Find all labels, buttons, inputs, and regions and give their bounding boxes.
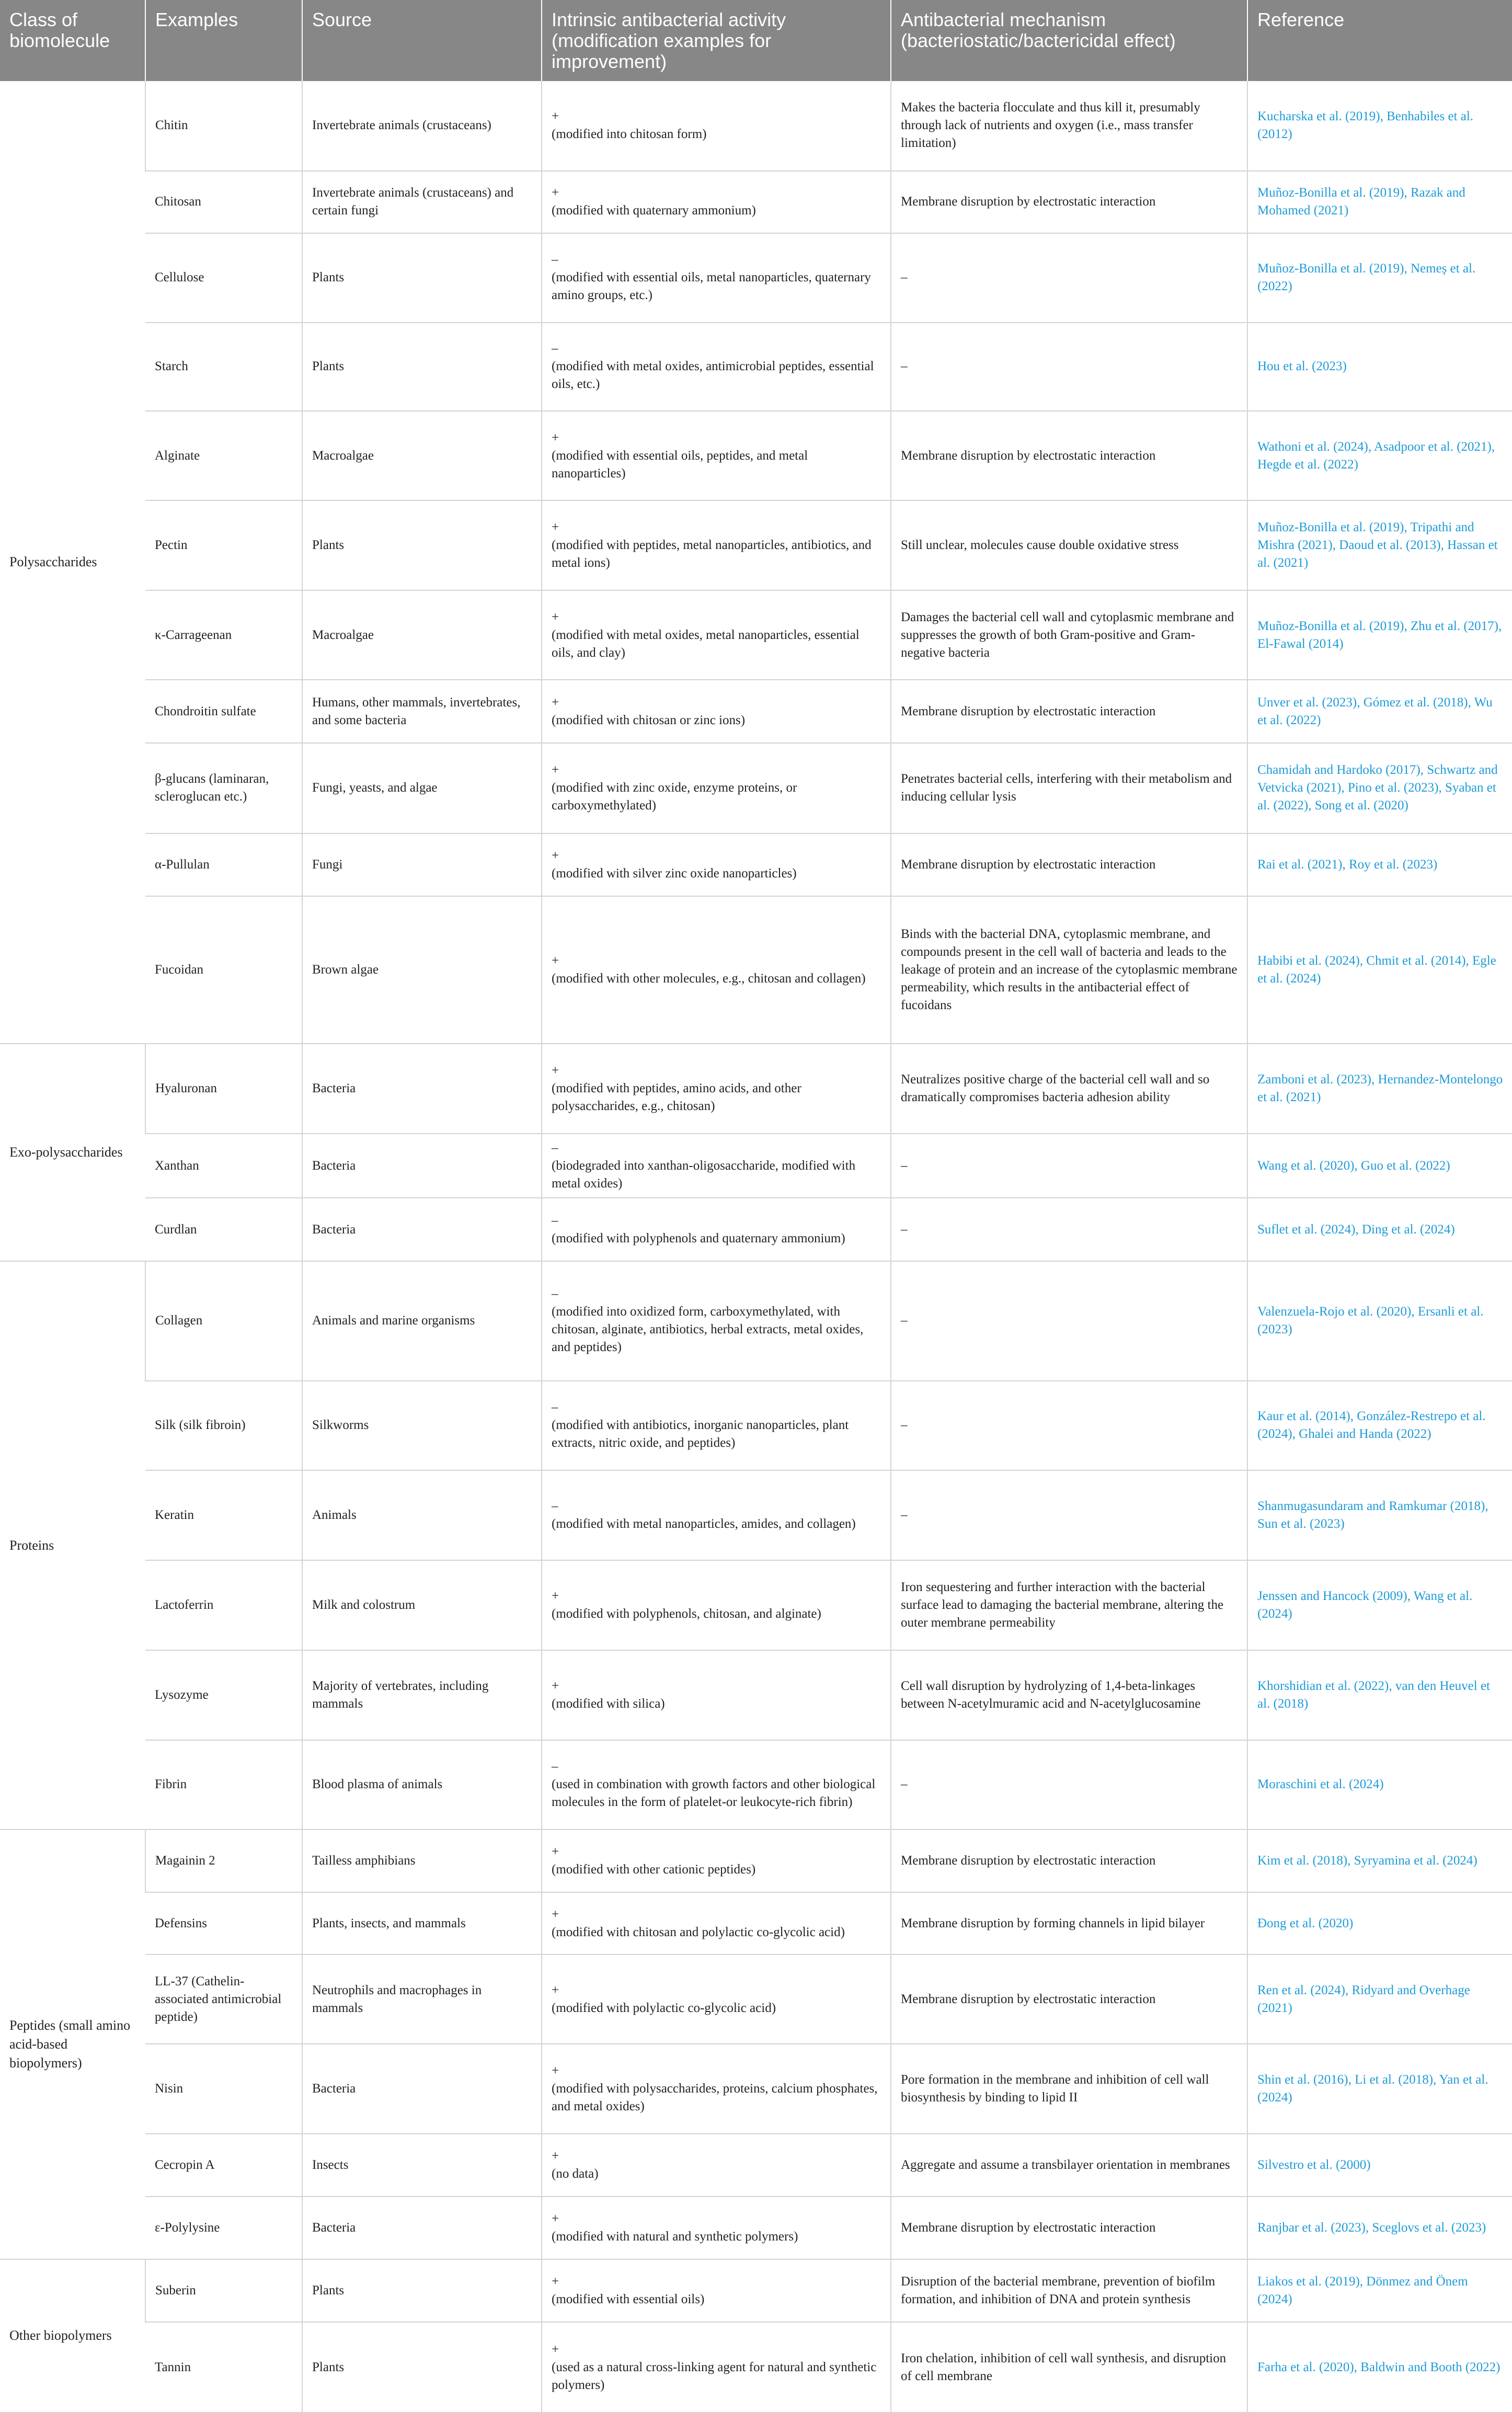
activity-cell xyxy=(542,2044,891,2134)
activity-cell xyxy=(542,1044,891,1134)
activity-sign: + xyxy=(552,1678,559,1693)
column-header: Intrinsic antibacterial activity (modification examples for improvement) xyxy=(542,0,891,81)
mechanism-cell: – xyxy=(891,1198,1247,1261)
class-cell: Exo-polysaccharides xyxy=(0,1044,145,1261)
activity-sign: – xyxy=(552,1140,558,1155)
mechanism-cell: – xyxy=(891,323,1247,411)
activity-cell xyxy=(542,590,891,680)
activity-cell xyxy=(542,2259,891,2323)
mechanism-cell: – xyxy=(891,1134,1247,1198)
example-cell: Chitosan xyxy=(145,171,302,234)
activity-cell xyxy=(542,171,891,234)
activity-sign: + xyxy=(552,2149,559,2164)
reference-link[interactable]: Wang et al. (2020), Guo et al. (2022) xyxy=(1247,1134,1512,1198)
activity-cell xyxy=(542,833,891,897)
modification-text: (biodegraded into xanthan-oligosaccharide, modified with metal oxides) xyxy=(552,1158,856,1191)
activity-sign: – xyxy=(552,253,558,267)
activity-cell xyxy=(542,81,891,171)
example-cell: Lysozyme xyxy=(145,1650,302,1740)
table-row xyxy=(0,2322,1512,2412)
mechanism-cell: Cell wall disruption by hydrolyzing of 1,4-beta-linkages between N-acetylmuramic acid and N-acetylglucosamine xyxy=(891,1650,1247,1740)
mechanism-cell: Still unclear, molecules cause double oxidative stress xyxy=(891,500,1247,590)
source-cell: Invertebrate animals (crustaceans) and certain fungi xyxy=(302,171,542,234)
table-row xyxy=(0,500,1512,590)
reference-link[interactable]: Khorshidian et al. (2022), van den Heuvel et al. (2018) xyxy=(1247,1650,1512,1740)
source-cell: Majority of vertebrates, including mammals xyxy=(302,1650,542,1740)
modification-text: (modified with polysaccharides, proteins, calcium phosphates, and metal oxides) xyxy=(552,2082,878,2114)
table-row xyxy=(0,411,1512,501)
reference-link[interactable]: Habibi et al. (2024), Chmit et al. (2014), Egle et al. (2024) xyxy=(1247,896,1512,1044)
activity-sign: + xyxy=(552,1063,559,1078)
mechanism-cell: – xyxy=(891,1470,1247,1560)
mechanism-cell: Iron sequestering and further interaction with the bacterial surface lead to damaging the bacterial membrane, altering the outer membrane permeability xyxy=(891,1560,1247,1651)
activity-cell xyxy=(542,1261,891,1381)
activity-cell xyxy=(542,323,891,411)
activity-cell xyxy=(542,1829,891,1892)
reference-link[interactable]: Ranjbar et al. (2023), Sceglovs et al. (2023) xyxy=(1247,2197,1512,2259)
modification-text: (modified with silica) xyxy=(552,1696,665,1711)
mechanism-cell: Makes the bacteria flocculate and thus kill it, presumably through lack of nutrients and oxygen (i.e., mass transfer limitation) xyxy=(891,81,1247,171)
activity-cell xyxy=(542,2322,891,2412)
example-cell: Starch xyxy=(145,323,302,411)
activity-cell xyxy=(542,896,891,1044)
source-cell: Plants xyxy=(302,233,542,322)
modification-text: (modified with metal oxides, metal nanoparticles, essential oils, and clay) xyxy=(552,627,860,660)
reference-link[interactable]: Moraschini et al. (2024) xyxy=(1247,1740,1512,1830)
modification-text: (modified with essential oils, peptides, and metal nanoparticles) xyxy=(552,448,808,481)
modification-text: (modified into oxidized form, carboxymethylated, with chitosan, alginate, antibiotics, herbal extracts, metal oxides, and peptides) xyxy=(552,1305,864,1355)
activity-cell xyxy=(542,2134,891,2197)
modification-text: (modified with polyphenols and quaternary ammonium) xyxy=(552,1231,845,1245)
example-cell: Alginate xyxy=(145,411,302,501)
source-cell: Plants xyxy=(302,2322,542,2412)
activity-sign: + xyxy=(552,1588,559,1603)
activity-sign: – xyxy=(552,1499,558,1513)
source-cell: Plants, insects, and mammals xyxy=(302,1892,542,1955)
mechanism-cell: – xyxy=(891,1261,1247,1381)
mechanism-cell: Membrane disruption by electrostatic interaction xyxy=(891,833,1247,897)
modification-text: (used in combination with growth factors and other biological molecules in the form of platelet-or leukocyte-rich fibrin) xyxy=(552,1777,876,1810)
table-row xyxy=(0,233,1512,322)
activity-sign: – xyxy=(552,1400,558,1415)
activity-sign: + xyxy=(552,186,559,200)
activity-sign: + xyxy=(552,763,559,777)
source-cell: Plants xyxy=(302,323,542,411)
reference-link[interactable]: Chamidah and Hardoko (2017), Schwartz and Vetvicka (2021), Pino et al. (2023), Syaban et al. (2022), Song et al. (2020) xyxy=(1247,743,1512,833)
activity-cell xyxy=(542,1198,891,1261)
example-cell: ε-Polylysine xyxy=(145,2197,302,2259)
activity-cell xyxy=(542,2197,891,2259)
mechanism-cell: Penetrates bacterial cells, interfering with their metabolism and inducing cellular lysis xyxy=(891,743,1247,833)
modification-text: (modified into chitosan form) xyxy=(552,127,707,142)
reference-link[interactable]: Kaur et al. (2014), González-Restrepo et al. (2024), Ghalei and Handa (2022) xyxy=(1247,1381,1512,1471)
example-cell: Silk (silk fibroin) xyxy=(145,1381,302,1471)
example-cell: Tannin xyxy=(145,2322,302,2412)
reference-link[interactable]: Muñoz-Bonilla et al. (2019), Razak and Mohamed (2021) xyxy=(1247,171,1512,234)
example-cell: Nisin xyxy=(145,2044,302,2134)
example-cell: Curdlan xyxy=(145,1198,302,1261)
activity-sign: + xyxy=(552,2211,559,2226)
example-cell: Fucoidan xyxy=(145,896,302,1044)
source-cell: Plants xyxy=(302,2259,542,2323)
table-row xyxy=(0,323,1512,411)
activity-sign: + xyxy=(552,695,559,710)
modification-text: (modified with other cationic peptides) xyxy=(552,1862,756,1877)
source-cell: Humans, other mammals, invertebrates, and some bacteria xyxy=(302,680,542,743)
example-cell: Pectin xyxy=(145,500,302,590)
activity-cell xyxy=(542,1740,891,1830)
reference-link[interactable]: Ren et al. (2024), Ridyard and Overhage (2021) xyxy=(1247,1954,1512,2043)
activity-sign: + xyxy=(552,2274,559,2289)
example-cell: Fibrin xyxy=(145,1740,302,1830)
modification-text: (modified with chitosan and polylactic co-glycolic acid) xyxy=(552,1925,845,1939)
mechanism-cell: Iron chelation, inhibition of cell wall synthesis, and disruption of cell membrane xyxy=(891,2322,1247,2412)
reference-link[interactable]: Suflet et al. (2024), Ding et al. (2024) xyxy=(1247,1198,1512,1261)
example-cell: Hyaluronan xyxy=(145,1044,302,1134)
mechanism-cell: Neutralizes positive charge of the bacterial cell wall and so dramatically compromises bacteria adhesion ability xyxy=(891,1044,1247,1134)
modification-text: (modified with chitosan or zinc ions) xyxy=(552,713,746,727)
example-cell: Defensins xyxy=(145,1892,302,1955)
mechanism-cell: – xyxy=(891,1740,1247,1830)
activity-sign: – xyxy=(552,1759,558,1774)
example-cell: Xanthan xyxy=(145,1134,302,1198)
table-row xyxy=(0,1892,1512,1955)
table-row xyxy=(0,1044,1512,1134)
activity-sign: + xyxy=(552,109,559,124)
modification-text: (modified with quaternary ammonium) xyxy=(552,203,756,218)
modification-text: (modified with polylactic co-glycolic acid) xyxy=(552,2000,776,2015)
table-row xyxy=(0,590,1512,680)
activity-cell xyxy=(542,500,891,590)
reference-link[interactable]: Kucharska et al. (2019), Benhabiles et al. (2012) xyxy=(1247,81,1512,171)
table-row xyxy=(0,743,1512,833)
example-cell: Lactoferrin xyxy=(145,1560,302,1651)
activity-cell xyxy=(542,743,891,833)
modification-text: (no data) xyxy=(552,2167,599,2181)
class-cell: Other biopolymers xyxy=(0,2259,145,2412)
activity-cell xyxy=(542,1954,891,2043)
column-header: Examples xyxy=(145,0,302,81)
mechanism-cell: Membrane disruption by electrostatic interaction xyxy=(891,1954,1247,2043)
source-cell: Plants xyxy=(302,500,542,590)
modification-text: (modified with other molecules, e.g., chitosan and collagen) xyxy=(552,971,866,986)
source-cell: Blood plasma of animals xyxy=(302,1740,542,1830)
source-cell: Bacteria xyxy=(302,1198,542,1261)
reference-link[interactable]: Valenzuela-Rojo et al. (2020), Ersanli et al. (2023) xyxy=(1247,1261,1512,1381)
reference-link[interactable]: Kim et al. (2018), Syryamina et al. (2024) xyxy=(1247,1829,1512,1892)
source-cell: Silkworms xyxy=(302,1381,542,1471)
mechanism-cell: Membrane disruption by forming channels in lipid bilayer xyxy=(891,1892,1247,1955)
activity-cell xyxy=(542,233,891,322)
source-cell: Invertebrate animals (crustaceans) xyxy=(302,81,542,171)
reference-link[interactable]: Unver et al. (2023), Gómez et al. (2018), Wu et al. (2022) xyxy=(1247,680,1512,743)
table-row xyxy=(0,1650,1512,1740)
modification-text: (modified with polyphenols, chitosan, and alginate) xyxy=(552,1606,821,1621)
reference-link[interactable]: Đong et al. (2020) xyxy=(1247,1892,1512,1955)
table-row xyxy=(0,2197,1512,2259)
example-cell: Collagen xyxy=(145,1261,302,1381)
reference-link[interactable]: Liakos et al. (2019), Dönmez and Önem (2024) xyxy=(1247,2259,1512,2323)
class-cell: Polysaccharides xyxy=(0,81,145,1044)
example-cell: κ-Carrageenan xyxy=(145,590,302,680)
reference-link[interactable]: Rai et al. (2021), Roy et al. (2023) xyxy=(1247,833,1512,897)
activity-sign: + xyxy=(552,1844,559,1859)
source-cell: Animals xyxy=(302,1470,542,1560)
activity-cell xyxy=(542,1134,891,1198)
table-row xyxy=(0,833,1512,897)
modification-text: (modified with natural and synthetic polymers) xyxy=(552,2229,798,2244)
modification-text: (modified with antibiotics, inorganic nanoparticles, plant extracts, nitric oxide, and peptides) xyxy=(552,1418,849,1450)
modification-text: (modified with essential oils) xyxy=(552,2292,705,2306)
reference-link[interactable]: Jenssen and Hancock (2009), Wang et al. (2024) xyxy=(1247,1560,1512,1651)
example-cell: Keratin xyxy=(145,1470,302,1560)
table-row xyxy=(0,1381,1512,1471)
table-row xyxy=(0,81,1512,171)
example-cell: Magainin 2 xyxy=(145,1829,302,1892)
header-row xyxy=(0,0,1512,81)
column-header: Class of biomolecule xyxy=(0,0,145,81)
mechanism-cell: – xyxy=(891,1381,1247,1471)
activity-cell xyxy=(542,1650,891,1740)
mechanism-cell: Membrane disruption by electrostatic interaction xyxy=(891,411,1247,501)
activity-cell xyxy=(542,1560,891,1651)
activity-sign: + xyxy=(552,1907,559,1922)
source-cell: Brown algae xyxy=(302,896,542,1044)
reference-link[interactable]: Muñoz-Bonilla et al. (2019), Zhu et al. (2017), El-Fawal (2014) xyxy=(1247,590,1512,680)
table-row xyxy=(0,1954,1512,2043)
table-row xyxy=(0,1829,1512,1892)
source-cell: Tailless amphibians xyxy=(302,1829,542,1892)
modification-text: (modified with peptides, metal nanoparticles, antibiotics, and metal ions) xyxy=(552,538,872,570)
table-row xyxy=(0,1198,1512,1261)
modification-text: (modified with zinc oxide, enzyme proteins, or carboxymethylated) xyxy=(552,781,797,813)
source-cell: Animals and marine organisms xyxy=(302,1261,542,1381)
activity-cell xyxy=(542,411,891,501)
activity-sign: + xyxy=(552,848,559,863)
table-row xyxy=(0,1560,1512,1651)
activity-cell xyxy=(542,680,891,743)
activity-cell xyxy=(542,1892,891,1955)
example-cell: Cecropin A xyxy=(145,2134,302,2197)
source-cell: Fungi, yeasts, and algae xyxy=(302,743,542,833)
column-header: Source xyxy=(302,0,542,81)
reference-link[interactable]: Muñoz-Bonilla et al. (2019), Tripathi and Mishra (2021), Daoud et al. (2013), Hassan et al. (2021) xyxy=(1247,500,1512,590)
reference-link[interactable]: Shin et al. (2016), Li et al. (2018), Yan et al. (2024) xyxy=(1247,2044,1512,2134)
column-header: Reference xyxy=(1247,0,1512,81)
modification-text: (modified with metal oxides, antimicrobial peptides, essential oils, etc.) xyxy=(552,359,874,392)
table-row xyxy=(0,1261,1512,1381)
activity-sign: + xyxy=(552,520,559,535)
example-cell: Cellulose xyxy=(145,233,302,322)
reference-link[interactable]: Silvestro et al. (2000) xyxy=(1247,2134,1512,2197)
activity-sign: + xyxy=(552,1983,559,1997)
source-cell: Macroalgae xyxy=(302,590,542,680)
table-row xyxy=(0,171,1512,234)
class-cell: Peptides (small amino acid-based biopolymers) xyxy=(0,1829,145,2259)
table-row xyxy=(0,1134,1512,1198)
reference-link[interactable]: Wathoni et al. (2024), Asadpoor et al. (2021), Hegde et al. (2022) xyxy=(1247,411,1512,501)
mechanism-cell: Binds with the bacterial DNA, cytoplasmic membrane, and compounds present in the cell wall of bacteria and leads to the leakage of protein and an increase of the cytoplasmic membrane permeability, which results in the antibacterial effect of fucoidans xyxy=(891,896,1247,1044)
activity-cell xyxy=(542,1470,891,1560)
example-cell: Chitin xyxy=(145,81,302,171)
source-cell: Fungi xyxy=(302,833,542,897)
table-row xyxy=(0,680,1512,743)
mechanism-cell: Membrane disruption by electrostatic interaction xyxy=(891,171,1247,234)
source-cell: Milk and colostrum xyxy=(302,1560,542,1651)
column-header: Antibacterial mechanism (bacteriostatic/bactericidal effect) xyxy=(891,0,1247,81)
table-row xyxy=(0,1740,1512,1830)
mechanism-cell: Membrane disruption by electrostatic interaction xyxy=(891,1829,1247,1892)
source-cell: Macroalgae xyxy=(302,411,542,501)
activity-sign: – xyxy=(552,341,558,356)
example-cell: LL-37 (Cathelin-associated antimicrobial peptide) xyxy=(145,1954,302,2043)
activity-sign: + xyxy=(552,2342,559,2357)
mechanism-cell: Aggregate and assume a transbilayer orientation in membranes xyxy=(891,2134,1247,2197)
source-cell: Insects xyxy=(302,2134,542,2197)
activity-sign: + xyxy=(552,954,559,968)
reference-link[interactable]: Farha et al. (2020), Baldwin and Booth (2022) xyxy=(1247,2322,1512,2412)
source-cell: Bacteria xyxy=(302,2197,542,2259)
modification-text: (modified with silver zinc oxide nanoparticles) xyxy=(552,866,797,880)
activity-sign: + xyxy=(552,610,559,624)
activity-sign: – xyxy=(552,1213,558,1228)
modification-text: (used as a natural cross-linking agent for natural and synthetic polymers) xyxy=(552,2360,877,2392)
reference-link[interactable]: Zamboni et al. (2023), Hernandez-Montelongo et al. (2021) xyxy=(1247,1044,1512,1134)
example-cell: α-Pullulan xyxy=(145,833,302,897)
source-cell: Bacteria xyxy=(302,2044,542,2134)
example-cell: Chondroitin sulfate xyxy=(145,680,302,743)
class-cell: Proteins xyxy=(0,1261,145,1829)
reference-link[interactable]: Shanmugasundaram and Ramkumar (2018), Sun et al. (2023) xyxy=(1247,1470,1512,1560)
source-cell: Bacteria xyxy=(302,1044,542,1134)
activity-sign: – xyxy=(552,1287,558,1301)
activity-cell xyxy=(542,1381,891,1471)
mechanism-cell: – xyxy=(891,233,1247,322)
table-row xyxy=(0,2259,1512,2323)
modification-text: (modified with peptides, amino acids, and other polysaccharides, e.g., chitosan) xyxy=(552,1081,801,1114)
modification-text: (modified with essential oils, metal nanoparticles, quaternary amino groups, etc.) xyxy=(552,270,871,303)
activity-sign: + xyxy=(552,430,559,445)
table-row xyxy=(0,2044,1512,2134)
table-row xyxy=(0,896,1512,1044)
mechanism-cell: Pore formation in the membrane and inhibition of cell wall biosynthesis by binding to lipid II xyxy=(891,2044,1247,2134)
source-cell: Bacteria xyxy=(302,1134,542,1198)
table-row xyxy=(0,1470,1512,1560)
modification-text: (modified with metal nanoparticles, amides, and collagen) xyxy=(552,1516,856,1531)
reference-link[interactable]: Muñoz-Bonilla et al. (2019), Nemeș et al. (2022) xyxy=(1247,233,1512,322)
reference-link[interactable]: Hou et al. (2023) xyxy=(1247,323,1512,411)
example-cell: Suberin xyxy=(145,2259,302,2323)
table-row xyxy=(0,2134,1512,2197)
mechanism-cell: Damages the bacterial cell wall and cytoplasmic membrane and suppresses the growth of both Gram-positive and Gram-negative bacteria xyxy=(891,590,1247,680)
activity-sign: + xyxy=(552,2064,559,2078)
source-cell: Neutrophils and macrophages in mammals xyxy=(302,1954,542,2043)
mechanism-cell: Membrane disruption by electrostatic interaction xyxy=(891,680,1247,743)
mechanism-cell: Membrane disruption by electrostatic interaction xyxy=(891,2197,1247,2259)
mechanism-cell: Disruption of the bacterial membrane, prevention of biofilm formation, and inhibition of DNA and protein synthesis xyxy=(891,2259,1247,2323)
example-cell: β-glucans (laminaran, scleroglucan etc.) xyxy=(145,743,302,833)
